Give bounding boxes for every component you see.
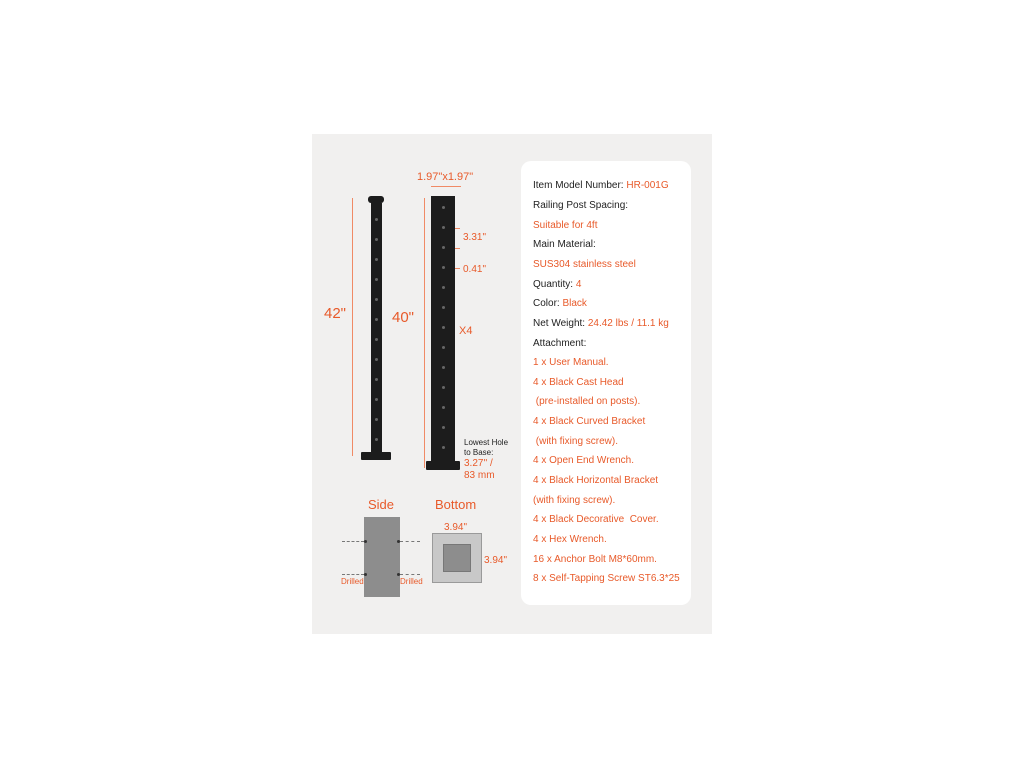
post-b-dimension-line [424,198,425,468]
post-b-hole [442,206,445,209]
bottom-height-label: 3.94" [484,555,508,566]
post-a-height-label: 42" [324,305,347,322]
post-b-hole [442,346,445,349]
post-b-hole [442,406,445,409]
post-b-height-label: 40" [392,309,415,326]
post-a-hole [375,358,378,361]
side-view-post [364,517,400,597]
side-dash-bottom-right [400,574,420,575]
post-a-hole [375,298,378,301]
spec-quantity [533,279,581,290]
attachment-item: 4 x Black Cast Head [533,377,624,388]
lowest-hole-caption-line-2: to Base: [464,448,494,457]
hole-spacing-tick-bottom [455,248,460,249]
side-dash-top-right [400,541,420,542]
post-b-hole [442,266,445,269]
post-b-hole [442,326,445,329]
hole-diameter-tick [455,268,460,269]
lowest-hole-value-line-2: 83 mm [464,470,495,481]
post-b-body [431,196,455,462]
spec-spacing-label: Railing Post Spacing: [533,200,629,211]
post-a-hole [375,278,378,281]
post-a-hole [375,338,378,341]
post-b-hole [442,366,445,369]
post-b-hole [442,286,445,289]
post-b-hole [442,446,445,449]
post-a-hole [375,258,378,261]
attachment-item: (with fixing screw). [533,495,616,506]
side-dash-bottom-left [342,574,364,575]
post-a-cast-head [368,196,384,203]
attachment-item: 4 x Black Horizontal Bracket [533,475,659,486]
post-a-hole [375,318,378,321]
drilled-label-right: Drilled [400,577,423,586]
side-hole-bottom-right [397,573,400,576]
spec-quantity-value: 4 [575,279,582,290]
quantity-x4-label: X4 [459,325,473,337]
attachment-item: 4 x Black Decorative Cover. [533,514,659,525]
post-b-hole [442,426,445,429]
attachment-item: 4 x Black Curved Bracket [533,416,646,427]
spec-color [533,298,587,309]
spec-attachment-label: Attachment: [533,338,587,349]
post-b-base-plate [426,461,460,470]
post-a-dimension-line [352,198,353,456]
attachment-item: 8 x Self-Tapping Screw ST6.3*25 [533,573,680,584]
side-hole-top-right [397,540,400,543]
lowest-hole-caption-line-1: Lowest Hole [464,438,509,447]
attachment-item: 4 x Open End Wrench. [533,455,634,466]
post-a-hole [375,238,378,241]
bottom-view-title: Bottom [435,497,477,512]
spec-color-value: Black [562,298,587,309]
post-b-hole [442,226,445,229]
attachment-item: 4 x Hex Wrench. [533,534,607,545]
side-view-title: Side [368,497,395,512]
post-a-hole [375,418,378,421]
drilled-label-left: Drilled [341,577,364,586]
spec-weight-value: 24.42 lbs / 11.1 kg [587,318,669,329]
spec-spacing-value: Suitable for 4ft [533,220,598,231]
attachment-item: (with fixing screw). [533,436,619,447]
spec-color-label: Color: [533,298,560,309]
spec-weight-label: Net Weight: [533,318,586,329]
attachment-item: (pre-installed on posts). [533,396,641,407]
bottom-plate-inner [443,544,471,572]
post-b-hole [442,246,445,249]
spec-model-value: HR-001G [626,180,669,191]
spec-weight [533,318,669,329]
hole-spacing-tick-top [455,228,460,229]
spec-material-value: SUS304 stainless steel [533,259,636,270]
bottom-width-label: 3.94" [444,522,468,533]
post-b-hole [442,306,445,309]
spec-model [533,180,669,191]
post-a-hole [375,218,378,221]
attachment-item: 1 x User Manual. [533,357,609,368]
post-b-section-label: 1.97"x1.97" [417,171,474,183]
post-a-hole [375,398,378,401]
side-hole-top-left [364,540,367,543]
hole-spacing-label: 3.31" [463,232,487,243]
side-dash-top-left [342,541,364,542]
post-a-hole [375,378,378,381]
post-b-section-line [431,186,461,187]
spec-model-label: Item Model Number: [533,180,624,191]
spec-material-label: Main Material: [533,239,596,250]
post-a-hole [375,438,378,441]
side-hole-bottom-left [364,573,367,576]
post-a-base-plate [361,452,391,460]
post-b-hole [442,386,445,389]
lowest-hole-value-line-1: 3.27'' / [464,458,493,469]
attachment-item: 16 x Anchor Bolt M8*60mm. [533,554,657,565]
spec-quantity-label: Quantity: [533,279,574,290]
spec-card [521,161,691,605]
hole-diameter-label: 0.41" [463,264,487,275]
